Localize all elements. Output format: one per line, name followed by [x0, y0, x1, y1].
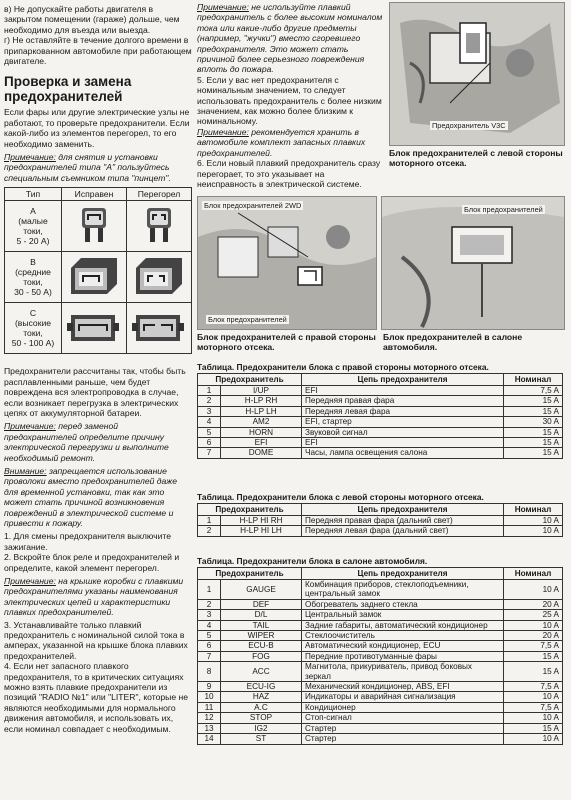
cell-num: 7 — [198, 651, 221, 661]
cell-num: 2 — [198, 526, 221, 536]
step-1: 1. Для смены предохранителя выключите зажигание. — [4, 531, 172, 552]
header-ok: Исправен — [62, 188, 127, 201]
cell-num: 3 — [198, 406, 221, 416]
note-text: для снятия и установки предохранителей типа "А" пользуйтесь специальным съемником типа "пинцет". — [4, 152, 171, 183]
fuse-c-blown-icon — [127, 303, 192, 354]
cell-rating: 10 A — [504, 526, 563, 536]
table-cabin — [197, 554, 563, 745]
cell-rating: 20 A — [504, 631, 563, 641]
cell-fuse: DEF — [221, 599, 302, 609]
header-circuit: Цепь предохранителя — [302, 374, 504, 386]
table-right-engine-bay — [197, 360, 563, 459]
cell-fuse: ECU-IG — [221, 682, 302, 692]
section-heading: Проверка и замена предохранителей — [4, 74, 132, 105]
fuse-type-table — [4, 187, 192, 354]
cell-circuit: Магнитола, прикуриватель, привод боковых зеркал — [302, 662, 504, 682]
cell-rating: 15 A — [504, 723, 563, 733]
step-6: 6. Если новый плавкий предохранитель сразу перегорает, то это указывает на неисправность в электрической системе. — [197, 158, 381, 189]
table-row — [198, 651, 563, 661]
note-text: перед заменой предохранителей определите причину электрической перегрузки и выполните необходимый ремонт. — [4, 421, 169, 463]
header-circuit: Цепь предохранителя — [302, 504, 504, 516]
cell-fuse: A.C — [221, 702, 302, 712]
table-row — [198, 723, 563, 733]
cell-rating: 30 A — [504, 417, 563, 427]
table-row — [198, 526, 563, 536]
table-row — [198, 417, 563, 427]
cell-circuit: Задние габариты, автоматический кондиционер — [302, 620, 504, 630]
figure-cabin-label: Блок предохранителей — [464, 205, 543, 214]
cell-circuit: EFI — [302, 438, 504, 448]
cell-rating: 7,5 A — [504, 682, 563, 692]
note-no-higher-fuse — [197, 2, 383, 75]
table-row — [198, 734, 563, 744]
figure-fuse-cabin — [381, 196, 565, 330]
note-before-replace — [4, 421, 192, 463]
table-row — [198, 641, 563, 651]
cell-rating: 15 A — [504, 406, 563, 416]
cell-rating: 7,5 A — [504, 702, 563, 712]
cell-num: 8 — [198, 662, 221, 682]
figure-v3c-label: Предохранитель V3C — [432, 121, 506, 130]
cell-fuse: D/L — [221, 610, 302, 620]
cell-rating: 10 A — [504, 620, 563, 630]
header-type: Тип — [5, 188, 62, 201]
cell-fuse: HAZ — [221, 692, 302, 702]
cell-fuse: TAIL — [221, 620, 302, 630]
cell-rating: 7,5 A — [504, 386, 563, 396]
note-spare-fuses — [197, 127, 383, 158]
table-row — [198, 692, 563, 702]
cell-fuse: H-LP RH — [221, 396, 302, 406]
cell-num: 2 — [198, 396, 221, 406]
cell-circuit: Стоп-сигнал — [302, 713, 504, 723]
cell-fuse: ACC — [221, 662, 302, 682]
table-row — [198, 448, 563, 458]
header-fuse: Предохранитель — [198, 374, 302, 386]
cell-rating: 10 A — [504, 516, 563, 526]
warning-label: Внимание: — [4, 465, 47, 476]
cell-fuse: EFI — [221, 438, 302, 448]
header-rating: Номинал — [504, 568, 563, 580]
cell-fuse: I/UP — [221, 386, 302, 396]
cell-rating: 7,5 A — [504, 641, 563, 651]
note-text: рекомендуется хранить в автомобиле комплект запасных плавких предохранителей. — [197, 126, 366, 158]
fuse-a-ok-icon — [62, 201, 127, 252]
figure-v3c-caption: Блок предохранителей с левой стороны моторного отсека. — [389, 148, 563, 168]
cell-rating: 10 A — [504, 692, 563, 702]
cell-rating: 15 A — [504, 662, 563, 682]
table-row — [198, 516, 563, 526]
cell-num: 2 — [198, 599, 221, 609]
table3-title: Таблица. Предохранители блока в салоне автомобиля. — [197, 556, 428, 566]
cell-circuit: Передние противотуманные фары — [302, 651, 504, 661]
figure-2wd-label: Блок предохранителей 2WD — [204, 201, 302, 210]
cell-fuse: STOP — [221, 713, 302, 723]
fuse-b-ok-icon — [62, 252, 127, 303]
cell-num: 13 — [198, 723, 221, 733]
cell-circuit: Механический кондиционер, ABS, EFI — [302, 682, 504, 692]
paragraph-garage: в) Не допускайте работы двигателя в закрытом помещении (гараже) дольше, чем необходимо для въезда или выезда. — [4, 4, 180, 35]
fuse-type-row — [5, 201, 192, 252]
note-label: Примечание: — [4, 421, 56, 432]
cell-circuit: Индикаторы и аварийная сигнализация — [302, 692, 504, 702]
cell-fuse: DOME — [221, 448, 302, 458]
header-blown: Перегорел — [127, 188, 192, 201]
table-row — [198, 580, 563, 600]
step-4: 4. Если нет запасного плавкого предохранителя, то в критических ситуациях можно взять плавкие предохранители из позиций "RADIO №1" или "LITER", которые не являются необходимыми для нормального движения автомобиля, и использовать их, если номинал совпадает с необходимым. — [4, 661, 189, 734]
cell-circuit: Стартер — [302, 734, 504, 744]
cell-rating: 10 A — [504, 734, 563, 744]
step-3: 3. Устанавливайте только плавкий предохранитель с номинальной силой тока в амперах, указанной на крышке блока плавких предохранителей. — [4, 619, 188, 661]
table-row — [198, 610, 563, 620]
cell-num: 5 — [198, 631, 221, 641]
cell-fuse: GAUGE — [221, 580, 302, 600]
cell-num: 6 — [198, 641, 221, 651]
table-row — [198, 386, 563, 396]
table-left-engine-bay — [197, 490, 563, 537]
cell-circuit: EFI, стартер — [302, 417, 504, 427]
warning-wire — [4, 466, 192, 528]
table-row — [198, 662, 563, 682]
cell-circuit: Звуковой сигнал — [302, 427, 504, 437]
note-text: на крышке коробки с плавкими предохранителями указаны наименования электрических цепей и характеристики плавких предохранителей. — [4, 576, 184, 618]
note-label: Примечание: — [197, 126, 249, 137]
cell-rating: 10 A — [504, 713, 563, 723]
cell-rating: 15 A — [504, 438, 563, 448]
cell-fuse: HORN — [221, 427, 302, 437]
cell-fuse: H-LP HI RH — [221, 516, 302, 526]
cell-circuit: Передняя левая фара (дальний свет) — [302, 526, 504, 536]
header-fuse: Предохранитель — [198, 504, 302, 516]
cell-circuit: Комбинация приборов, стеклоподъемники, центральный замок — [302, 580, 504, 600]
fuse-type-label: B (средние токи, 30 - 50 A) — [5, 252, 62, 303]
cell-fuse: H-LP LH — [221, 406, 302, 416]
cell-num: 1 — [198, 580, 221, 600]
cell-circuit: Кондиционер — [302, 702, 504, 712]
engine-bay-right-photo-icon — [198, 197, 376, 329]
cell-fuse: ECU-B — [221, 641, 302, 651]
note-label: Примечание: — [4, 152, 56, 163]
figure-2wd-label2: Блок предохранителей — [208, 315, 287, 324]
step-5: 5. Если у вас нет предохранителя с номинальным значением, то следует использовать предохранитель с более низким значением, как можно более близким к номинальному. — [197, 74, 382, 127]
cell-circuit: Центральный замок — [302, 610, 504, 620]
cell-num: 10 — [198, 692, 221, 702]
cell-rating: 15 A — [504, 427, 563, 437]
note-label: Примечание: — [197, 2, 249, 12]
note-tweezers — [4, 152, 192, 183]
cell-fuse: AM2 — [221, 417, 302, 427]
cell-num: 4 — [198, 620, 221, 630]
table-row — [198, 682, 563, 692]
fuse-type-row — [5, 303, 192, 354]
cell-rating: 20 A — [504, 599, 563, 609]
table-row — [198, 438, 563, 448]
cell-fuse: IG2 — [221, 723, 302, 733]
header-rating: Номинал — [504, 374, 563, 386]
step-2: 2. Вскройте блок реле и предохранителей и определите, какой элемент перегорел. — [4, 552, 180, 573]
cell-num: 3 — [198, 610, 221, 620]
upper-text-block — [197, 2, 383, 189]
cell-fuse: WIPER — [221, 631, 302, 641]
figure-fuse-2wd — [197, 196, 377, 330]
fuse-type-row — [5, 252, 192, 303]
cell-num: 1 — [198, 386, 221, 396]
figure-fuse-v3c — [389, 2, 565, 146]
cell-fuse: H-LP HI LH — [221, 526, 302, 536]
figure-cabin-caption: Блок предохранителей в салоне автомобиля. — [383, 332, 523, 352]
fuse-c-ok-icon — [62, 303, 127, 354]
paragraph-parked: г) Не оставляйте в течение долгого времени в припаркованном автомобиле при работающем двигателе. — [4, 35, 192, 67]
cell-circuit: EFI — [302, 386, 504, 396]
table-row — [198, 620, 563, 630]
cell-circuit: Обогреватель заднего стекла — [302, 599, 504, 609]
cell-num: 5 — [198, 427, 221, 437]
fuse-b-blown-icon — [127, 252, 192, 303]
table2-title: Таблица. Предохранители блока с левой стороны моторного отсека. — [197, 492, 484, 502]
cell-circuit: Передняя правая фара — [302, 396, 504, 406]
note-label: Примечание: — [4, 576, 56, 586]
left-column — [4, 0, 192, 734]
cell-num: 9 — [198, 682, 221, 692]
table-row — [198, 631, 563, 641]
cell-num: 12 — [198, 713, 221, 723]
table-row — [198, 396, 563, 406]
cell-rating: 15 A — [504, 651, 563, 661]
fuse-a-blown-icon — [127, 201, 192, 252]
cell-circuit: Передняя правая фара (дальний свет) — [302, 516, 504, 526]
header-rating: Номинал — [504, 504, 563, 516]
warning-text: запрещается использование проволоки вместо предохранителей даже для временной установки, так как это может стать причиной возникновения повреждений в электрической системе и привести к пожару. — [4, 465, 177, 528]
cell-rating: 25 A — [504, 610, 563, 620]
cell-num: 4 — [198, 417, 221, 427]
note-text: не используйте плавкий предохранитель с более высоким номиналом тока или какие-либо другие предметы (например, "жучки") вместо сгоревшего предохранителя. Это может стать причиной более серьезного повреждения вплоть до пожара. — [197, 2, 383, 75]
fuse-type-label: C (высокие токи, 50 - 100 A) — [5, 303, 62, 354]
table-row — [198, 713, 563, 723]
cell-num: 11 — [198, 702, 221, 712]
figure-2wd-caption: Блок предохранителей с правой стороны моторного отсека. — [197, 332, 376, 352]
cabin-photo-icon — [382, 197, 564, 329]
cell-num: 1 — [198, 516, 221, 526]
fuse-type-label: A (малые токи, 5 - 20 A) — [5, 201, 62, 252]
paragraph-purpose: Предохранители рассчитаны так, чтобы быть расплавленными раньше, чем будет повреждена вся электропроводка в случае, если возникает перегрузка в электрических цепях от аккумуляторной батареи. — [4, 366, 186, 418]
cell-circuit: Стеклоочиститель — [302, 631, 504, 641]
cell-num: 7 — [198, 448, 221, 458]
cell-num: 6 — [198, 438, 221, 448]
cell-fuse: ST — [221, 734, 302, 744]
paragraph-intro: Если фары или другие электрические узлы не работают, то проверьте предохранители. Если какой-либо из элементов перегорел, то его необходимо заменить. — [4, 107, 190, 149]
cell-circuit: Стартер — [302, 723, 504, 733]
cell-rating: 15 A — [504, 396, 563, 406]
table1-title: Таблица. Предохранители блока с правой стороны моторного отсека. — [197, 362, 489, 372]
table-row — [198, 702, 563, 712]
table-row — [198, 406, 563, 416]
cell-rating: 10 A — [504, 580, 563, 600]
cell-circuit: Часы, лампа освещения салона — [302, 448, 504, 458]
table-row — [198, 599, 563, 609]
cell-fuse: FOG — [221, 651, 302, 661]
cell-rating: 15 A — [504, 448, 563, 458]
header-circuit: Цепь предохранителя — [302, 568, 504, 580]
header-fuse: Предохранитель — [198, 568, 302, 580]
cell-circuit: Автоматический кондиционер, ECU — [302, 641, 504, 651]
cell-num: 14 — [198, 734, 221, 744]
note-cover — [4, 576, 192, 618]
table-row — [198, 427, 563, 437]
cell-circuit: Передняя левая фара — [302, 406, 504, 416]
